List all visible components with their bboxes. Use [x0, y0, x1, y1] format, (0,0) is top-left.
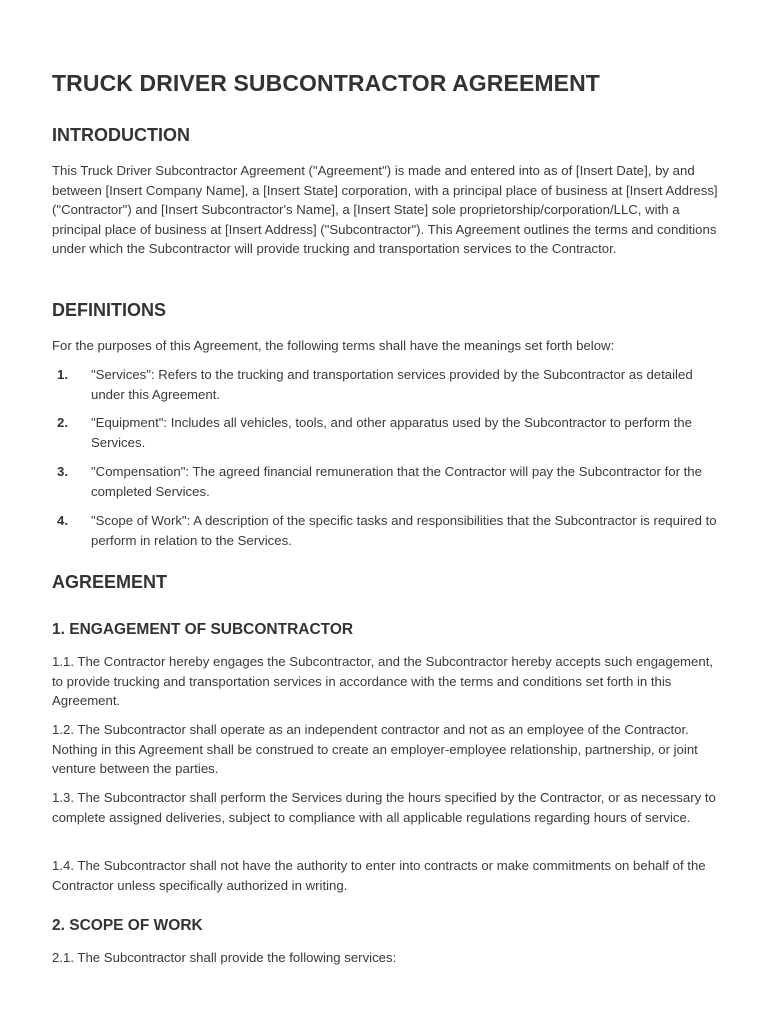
clause-1-2: 1.2. The Subcontractor shall operate as an independent contractor and not as an employee of the Contractor. Nothing in this Agreement shall be construed to create an employer-employee relationship, partnership, or joint venture between the parties.	[52, 722, 698, 776]
definitions-heading: DEFINITIONS	[52, 300, 167, 320]
introduction-paragraph: This Truck Driver Subcontractor Agreement ("Agreement") is made and entered into as of [Insert Date], by and between [Insert Company Name], a [Insert State] corporation, with a principal place of business at [Insert Address] ("Contractor") and [Insert Subcontractor's Name], a [Insert State] sole proprietorship/corporation/LLC, with a principal place of business at [Insert Address] ("Subcontractor"). This Agreement outlines the terms and conditions under which the Subcontractor will provide trucking and transportation services to the Contractor.	[52, 163, 718, 256]
definitions-intro: For the purposes of this Agreement, the following terms shall have the meanings set forth below:	[52, 338, 615, 353]
list-item-text: "Scope of Work": A description of the specific tasks and responsibilities that the Subcontractor is required to perform in relation to the Services.	[91, 513, 717, 548]
section-2-heading: 2. SCOPE OF WORK	[52, 917, 203, 934]
clause-1-3: 1.3. The Subcontractor shall perform the Services during the hours specified by the Contractor, or as necessary to complete assigned deliveries, subject to compliance with all applicable regulations regarding hours of service.	[52, 790, 716, 825]
list-item-number: 2.	[57, 415, 68, 430]
list-item-text: "Compensation": The agreed financial remuneration that the Contractor will pay the Subcontractor for the completed Services.	[91, 464, 702, 499]
clause-1-1: 1.1. The Contractor hereby engages the Subcontractor, and the Subcontractor hereby accepts such engagement, to provide trucking and transportation services in accordance with the terms and conditions set forth in this Agreement.	[52, 654, 714, 708]
clause-2-1: 2.1. The Subcontractor shall provide the following services:	[52, 950, 397, 965]
list-item-number: 4.	[57, 513, 68, 528]
list-item-number: 3.	[57, 464, 68, 479]
agreement-heading: AGREEMENT	[52, 572, 168, 592]
list-item-number: 1.	[57, 367, 68, 382]
document-title: TRUCK DRIVER SUBCONTRACTOR AGREEMENT	[52, 70, 600, 96]
section-1-heading: 1. ENGAGEMENT OF SUBCONTRACTOR	[52, 621, 354, 638]
list-item-text: "Services": Refers to the trucking and transportation services provided by the Subcontractor as detailed under this Agreement.	[91, 367, 693, 402]
introduction-heading: INTRODUCTION	[52, 125, 190, 145]
clause-1-4: 1.4. The Subcontractor shall not have the authority to enter into contracts or make commitments on behalf of the Contractor unless specifically authorized in writing.	[52, 858, 706, 893]
list-item-text: "Equipment": Includes all vehicles, tools, and other apparatus used by the Subcontractor to perform the Services.	[91, 415, 692, 450]
